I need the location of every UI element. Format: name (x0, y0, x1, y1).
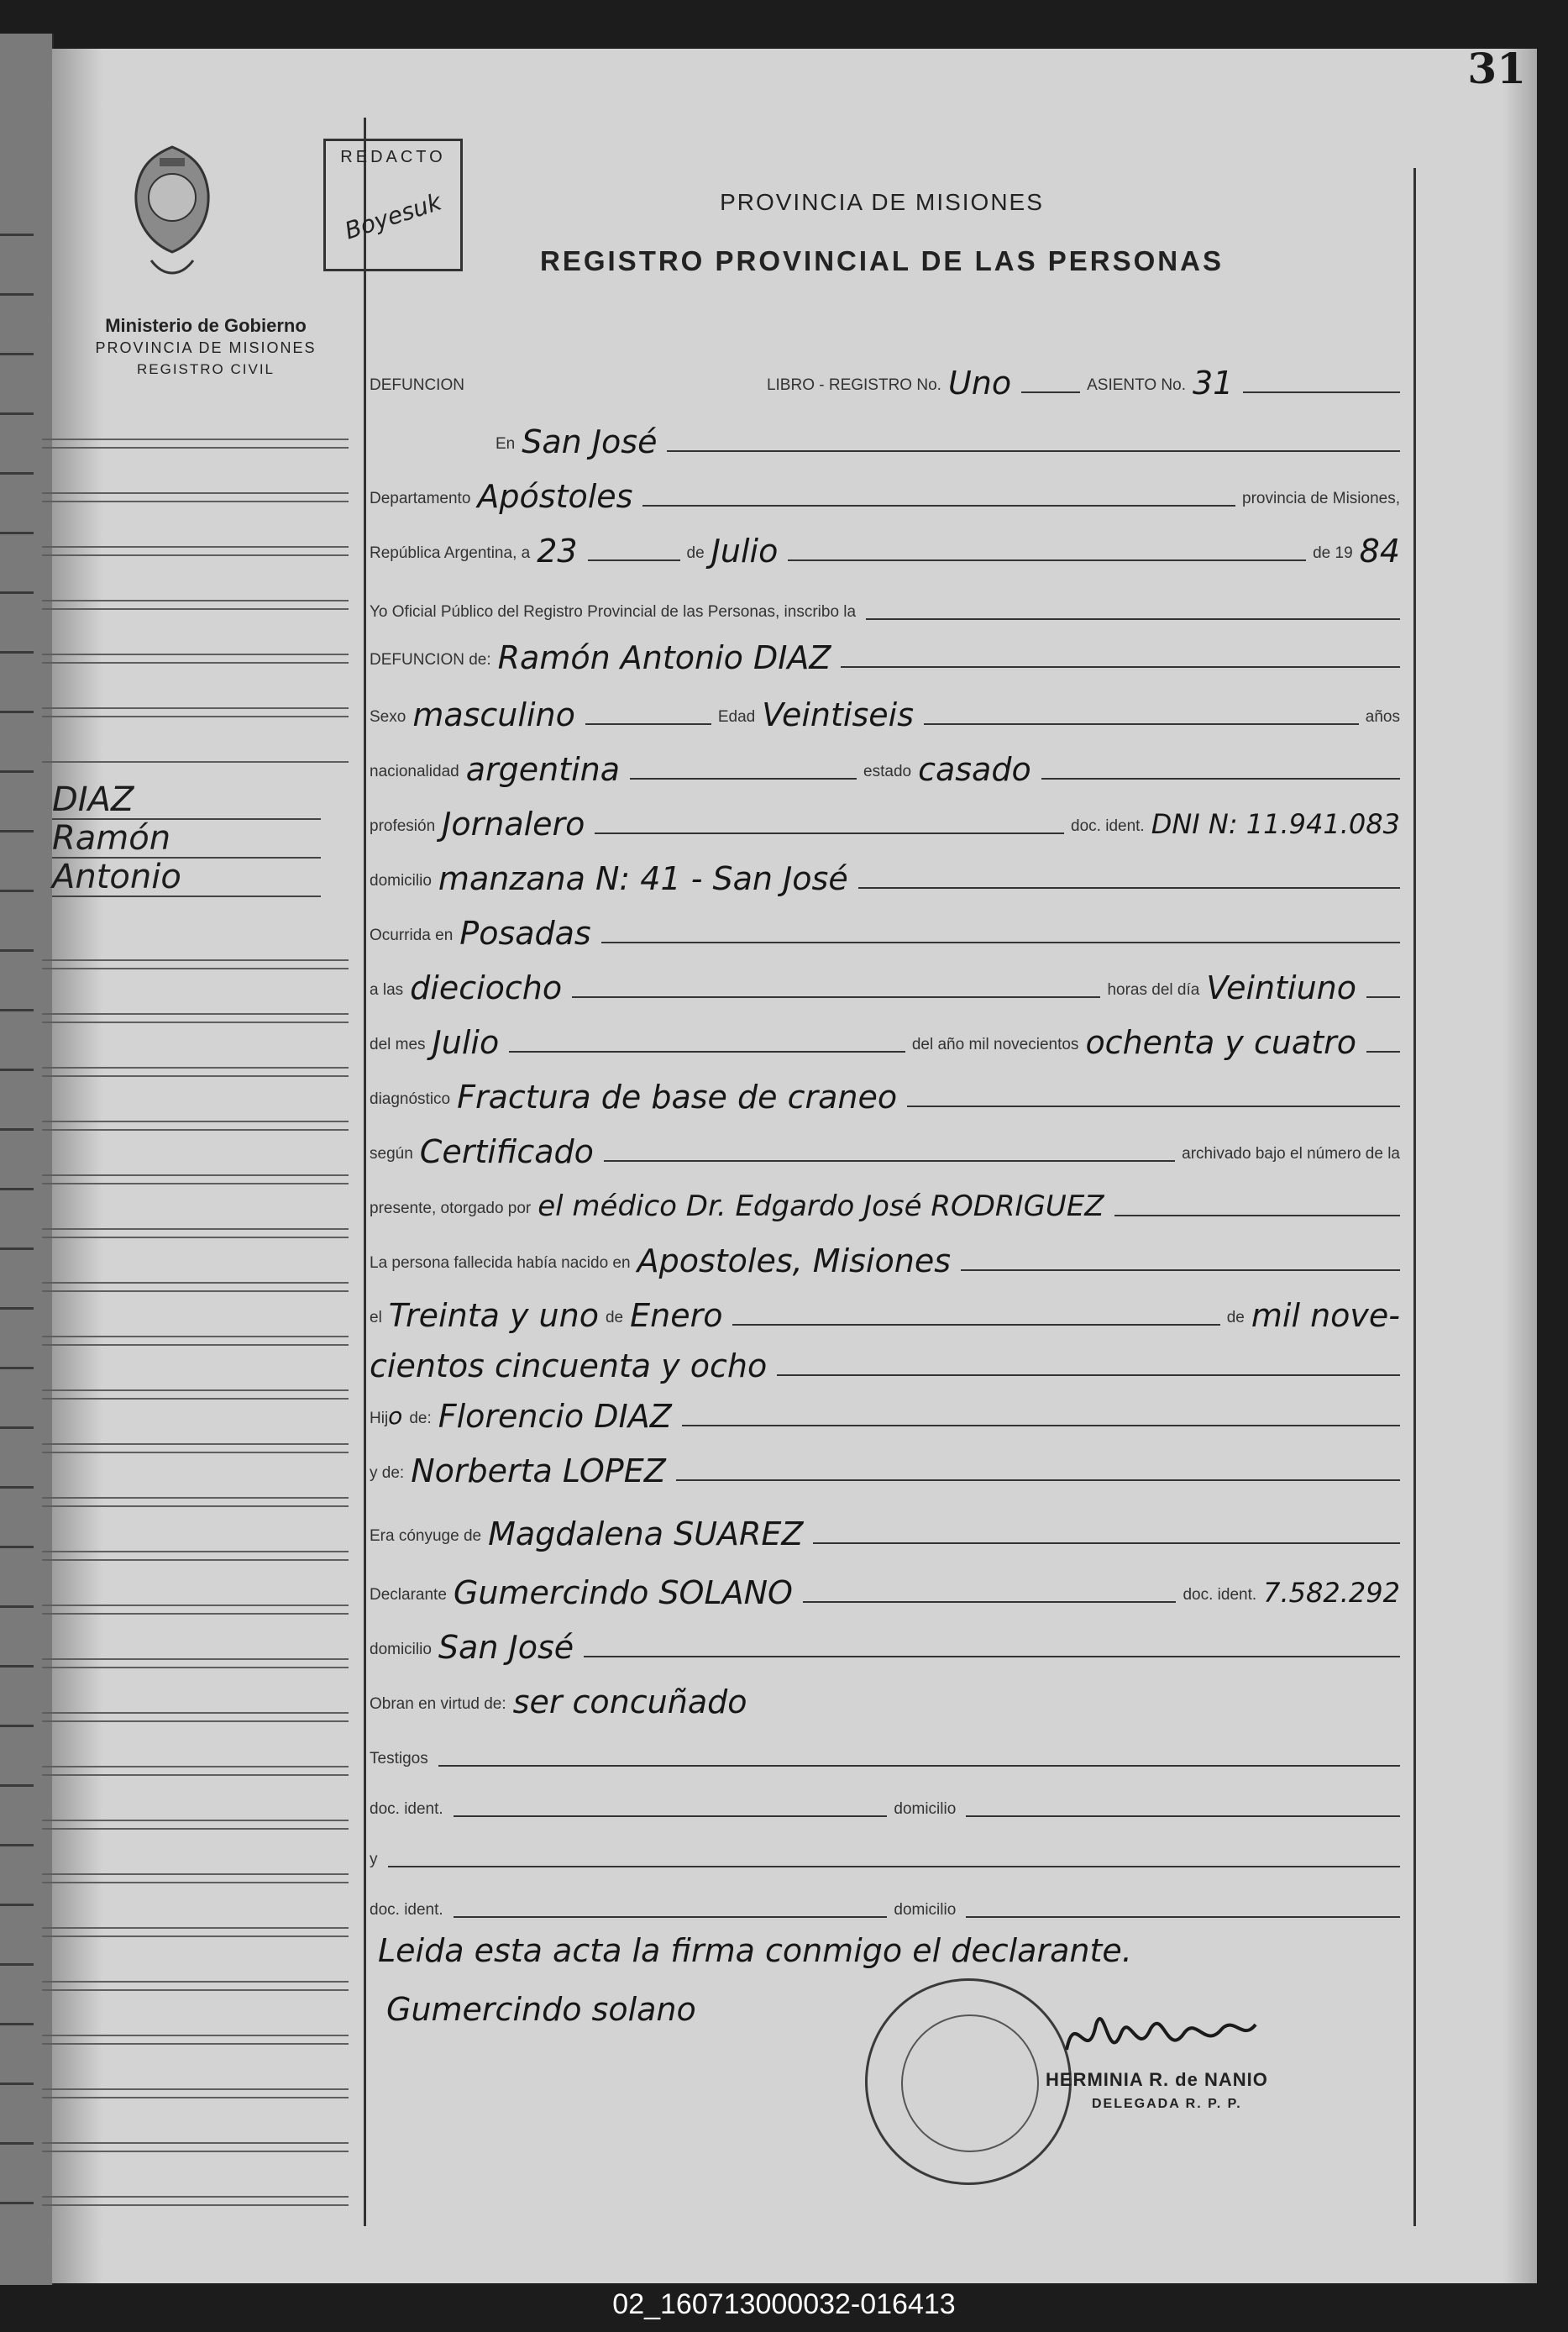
row-en (370, 420, 1407, 459)
anio-label: del año mil novecientos (911, 1036, 1079, 1053)
row-nacido (370, 1239, 1407, 1278)
row-declarante-domicilio (370, 1626, 1407, 1664)
en-label: En (496, 435, 516, 453)
horas-label: horas del día (1107, 981, 1200, 999)
hijo-label: Hij (370, 1410, 389, 1427)
ministry-name: Ministerio de Gobierno (105, 315, 307, 336)
row-madre (370, 1449, 1407, 1488)
segun-label: según (370, 1145, 413, 1163)
nacionalidad-value: argentina (465, 751, 621, 788)
registry-seal (865, 1978, 1072, 2185)
doc-ident-label: doc. ident. (1071, 817, 1145, 835)
defuncion-label: DEFUNCION (370, 376, 464, 394)
margin-rule-right (1413, 168, 1416, 2226)
republica-label: República Argentina, a (370, 544, 531, 562)
row-nacimiento-cont (370, 1344, 1407, 1383)
month-value: Julio (711, 533, 779, 570)
row-profesion (370, 802, 1407, 841)
asiento-value: 31 (1193, 365, 1234, 402)
departamento-label: Departamento (370, 490, 471, 507)
diagnostico-label: diagnóstico (370, 1090, 451, 1108)
redacto-handwriting: Boyesuk (341, 187, 445, 245)
conyuge-value: Magdalena SUAREZ (488, 1515, 804, 1552)
testigo2-doc-label: doc. ident. (370, 1901, 443, 1919)
margin-rule-left (364, 118, 366, 2226)
row-sexo (370, 693, 1407, 732)
father-value: Florencio DIAZ (438, 1398, 672, 1435)
asiento-label: ASIENTO No. (1087, 376, 1186, 394)
anio-value: ochenta y cuatro (1085, 1024, 1356, 1061)
mes-value: Julio (432, 1024, 500, 1061)
sexo-value: masculino (412, 696, 575, 733)
doc-ident-value: DNI N: 11.941.083 (1151, 808, 1400, 840)
row-hora (370, 966, 1407, 1005)
row-testigo1 (370, 1785, 1407, 1824)
row-nacimiento (370, 1294, 1407, 1332)
margin-first-name: Ramón (52, 820, 321, 859)
birth-day-value: Treinta y uno (388, 1297, 599, 1334)
dia-value: Veintiuno (1206, 969, 1356, 1006)
margin-surname: DIAZ (52, 781, 321, 820)
libro-value: Uno (947, 365, 1012, 402)
declarante-domicilio-label: domicilio (370, 1641, 432, 1658)
official-role: DELEGADA R. P. P. (1092, 2097, 1242, 2111)
birth-year-b: cientos cincuenta y ocho (370, 1347, 768, 1384)
del-mes-label: del mes (370, 1036, 426, 1053)
archivado-label: archivado bajo el número de la (1182, 1145, 1400, 1163)
el-label: el (370, 1309, 382, 1326)
profesion-label: profesión (370, 817, 436, 835)
anios-label: años (1365, 708, 1400, 726)
testigo1-doc-label: doc. ident. (370, 1800, 443, 1818)
obran-value: ser concuñado (512, 1683, 747, 1720)
row-segun (370, 1130, 1407, 1169)
birth-year-a: mil nove- (1251, 1297, 1400, 1334)
row-testigo2 (370, 1886, 1407, 1925)
declarante-doc-value: 7.582.292 (1263, 1577, 1400, 1609)
row-libro (370, 361, 1407, 400)
row-declarante (370, 1571, 1407, 1610)
declarante-value: Gumercindo SOLANO (453, 1574, 793, 1611)
header-registry: REGISTRO PROVINCIAL DE LAS PERSONAS (540, 245, 1224, 276)
header-province: PROVINCIA DE MISIONES (720, 189, 1044, 215)
domicilio-label: domicilio (370, 872, 432, 890)
birth-de-label: de (605, 1309, 624, 1326)
redacto-title: REDACTO (340, 148, 446, 166)
ocurrida-label: Ocurrida en (370, 927, 454, 944)
image-caption: 02_160713000032-016413 (612, 2288, 956, 2320)
row-testigos (370, 1735, 1407, 1773)
domicilio-value: manzana N: 41 - San José (438, 860, 848, 897)
row-domicilio (370, 857, 1407, 896)
row-obran (370, 1680, 1407, 1719)
day-value: 23 (537, 533, 578, 570)
ministry-heading (50, 315, 361, 381)
oficial-text: Yo Oficial Público del Registro Provincial de las Personas, inscribo la (370, 603, 857, 621)
row-nacionalidad (370, 748, 1407, 786)
margin-second-name: Antonio (52, 859, 321, 897)
presente-value: el médico Dr. Edgardo José RODRIGUEZ (538, 1190, 1104, 1223)
margin-ruled-lines (42, 395, 349, 764)
segun-value: Certificado (419, 1133, 594, 1170)
declarante-doc-label: doc. ident. (1183, 1586, 1257, 1604)
declarante-label: Declarante (370, 1586, 447, 1604)
defuncion-de-label: DEFUNCION de: (370, 651, 491, 669)
official-signature-icon (1058, 1999, 1260, 2075)
row-departamento (370, 475, 1407, 513)
ocurrida-value: Posadas (459, 915, 591, 952)
row-diagnostico (370, 1075, 1407, 1114)
nacionalidad-label: nacionalidad (370, 763, 459, 780)
redacto-box (323, 139, 463, 271)
row-fecha (370, 529, 1407, 568)
row-defuncion-de (370, 636, 1407, 675)
nacido-label: La persona fallecida había nacido en (370, 1254, 631, 1272)
official-name: HERMINIA R. de NANIO (1046, 2069, 1268, 2090)
a-las-label: a las (370, 981, 404, 999)
row-conyuge (370, 1512, 1407, 1551)
row-oficial (370, 588, 1407, 627)
row-mes (370, 1021, 1407, 1059)
y-label: y (370, 1851, 378, 1868)
deceased-value: Ramón Antonio DIAZ (497, 639, 831, 676)
father-label: de: (409, 1410, 432, 1427)
testigo2-domicilio-label: domicilio (894, 1901, 957, 1919)
margin-deceased-name (52, 781, 321, 897)
sexo-label: Sexo (370, 708, 406, 726)
page-number: 31 (1467, 44, 1526, 93)
testigos-label: Testigos (370, 1750, 428, 1767)
nacido-value: Apostoles, Misiones (637, 1242, 951, 1279)
presente-label: presente, otorgado por (370, 1200, 532, 1217)
a-las-value: dieciocho (410, 969, 563, 1006)
de-label: de (686, 544, 705, 562)
closing-line-2: Gumercindo solano (386, 1991, 696, 2028)
birth-month-value: Enero (630, 1297, 723, 1334)
estado-value: casado (918, 751, 1031, 788)
margin-ruled-lines-lower (42, 916, 349, 2226)
mother-label: y de: (370, 1464, 405, 1482)
obran-label: Obran en virtud de: (370, 1695, 506, 1713)
row-presente (370, 1184, 1407, 1223)
profesion-value: Jornalero (442, 806, 585, 843)
conyuge-label: Era cónyuge de (370, 1527, 482, 1545)
mother-value: Norberta LOPEZ (411, 1452, 666, 1489)
row-hijo (370, 1394, 1407, 1433)
year-prefix: de 19 (1313, 544, 1353, 562)
diagnostico-value: Fractura de base de craneo (457, 1079, 898, 1116)
provincia-suffix: provincia de Misiones, (1242, 490, 1400, 507)
closing-line-1: Leida esta acta la firma conmigo el declarante. (378, 1932, 1132, 1969)
departamento-value: Apóstoles (477, 478, 633, 515)
edad-value: Veintiseis (762, 696, 914, 733)
declarante-domicilio-value: San José (438, 1629, 574, 1666)
year-value: 84 (1359, 533, 1400, 570)
ministry-registry: REGISTRO CIVIL (136, 361, 275, 377)
birth-de-label-2: de (1226, 1309, 1245, 1326)
libro-label: LIBRO - REGISTRO No. (766, 376, 941, 394)
edad-label: Edad (717, 708, 756, 726)
ministry-province: PROVINCIA DE MISIONES (95, 339, 317, 356)
row-ocurrida (370, 911, 1407, 950)
crest-icon (126, 143, 218, 290)
row-y (370, 1836, 1407, 1874)
hijo-suffix: o (388, 1402, 403, 1430)
en-value: San José (522, 423, 658, 460)
estado-label: estado (863, 763, 912, 780)
testigo1-domicilio-label: domicilio (894, 1800, 957, 1818)
